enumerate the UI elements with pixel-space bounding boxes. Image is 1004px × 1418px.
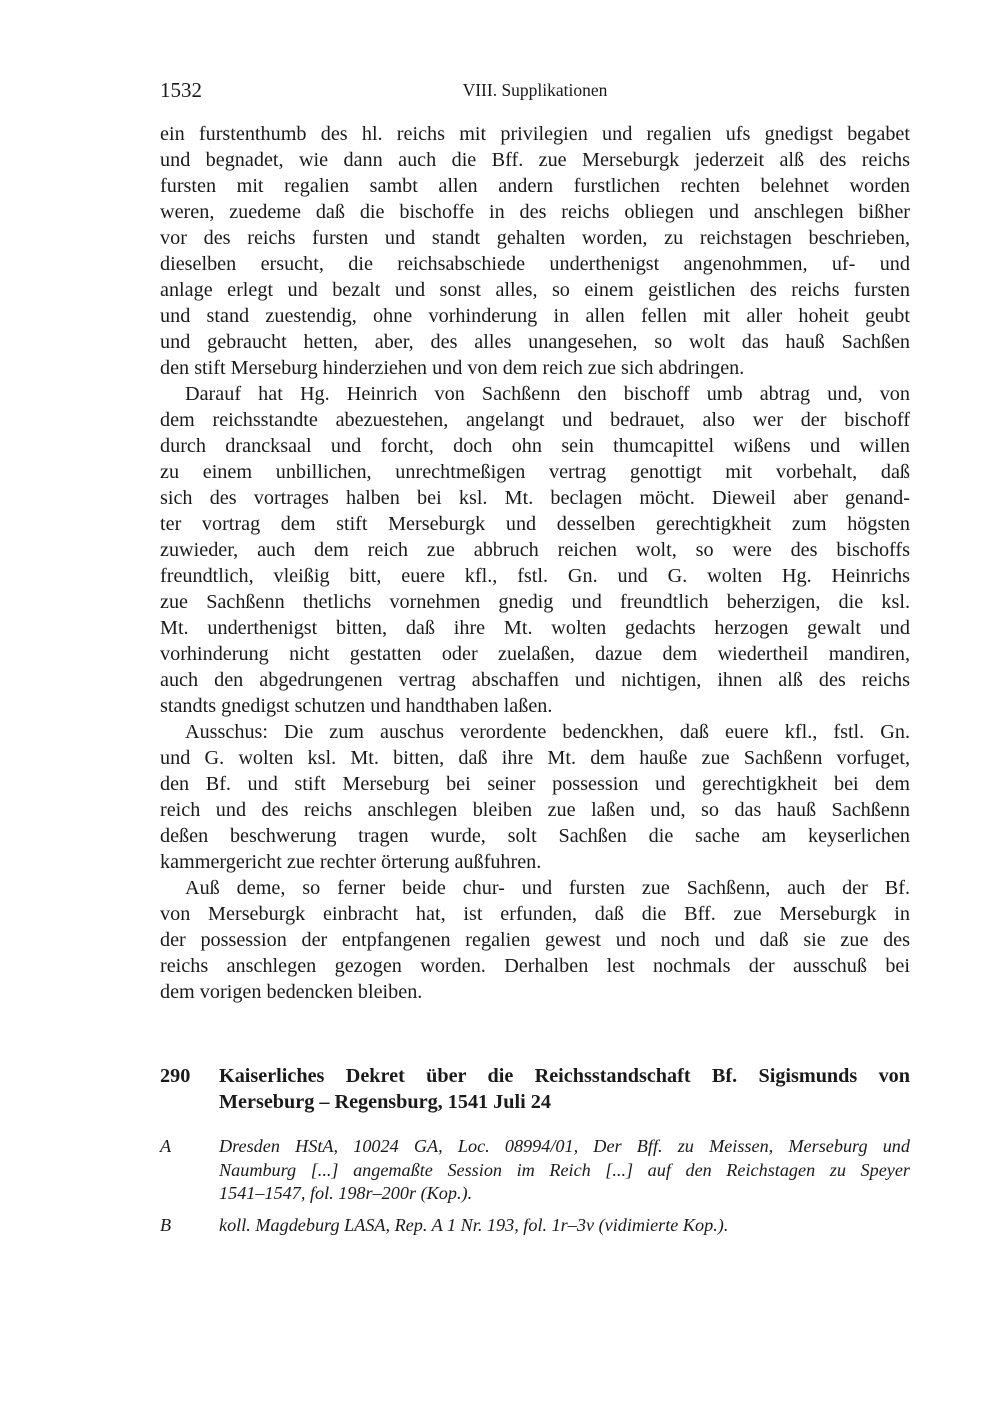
- source-item: [160, 1214, 910, 1238]
- source-line: 1541–1547, fol. 198r–200r (Kop.).: [219, 1183, 473, 1203]
- paragraph: [160, 719, 910, 875]
- entry-title: [219, 1063, 910, 1115]
- page-header: [160, 78, 910, 108]
- paragraph: [160, 121, 910, 381]
- text-line: weren, zuedeme daß die bischoffe in des reichs obliegen und anschlegen bißher: [160, 201, 910, 223]
- text-line: reich und des reichs anschlegen bleiben zue laßen und, so das hauß Sachßenn: [160, 799, 910, 821]
- text-line: durch drancksaal und forcht, doch ohn sein thumcapittel wißens und willen: [160, 435, 910, 457]
- text-line: und stand zuestendig, ohne vorhinderung in allen fellen mit aller hoheit geubt: [160, 305, 910, 327]
- text-line: anlage erlegt und bezalt und sonst alles, so einem geistlichen des reichs fursten: [160, 279, 910, 301]
- text-line: zu einem unbillichen, unrechtmeßigen vertrag genottigt mit vorbehalt, daß: [160, 461, 910, 483]
- text-line: ein furstenthumb des hl. reichs mit privilegien und regalien ufs gnedigst begabet: [160, 123, 910, 145]
- text-line: den Bf. und stift Merseburg bei seiner possession und gerechtigkheit bei dem: [160, 773, 910, 795]
- text-line: standts gnedigst schutzen und handthaben laßen.: [160, 695, 553, 717]
- paragraph: [160, 875, 910, 1005]
- text-line: Mt. underthenigst bitten, daß ihre Mt. wolten gedachts herzogen gewalt und: [160, 617, 910, 639]
- source-text: [219, 1135, 910, 1206]
- text-line: fursten mit regalien sambt allen andern furstlichen rechten belehnet worden: [160, 175, 910, 197]
- text-line: den stift Merseburg hinderziehen und von dem reich zue sich abdringen.: [160, 357, 745, 379]
- text-line: Darauf hat Hg. Heinrich von Sachßenn den bischoff umb abtrag und, von: [185, 383, 910, 405]
- text-line: und gebraucht hetten, aber, des alles unangesehen, so wolt das hauß Sachßen: [160, 331, 910, 353]
- text-line: Ausschus: Die zum auschus verordente bedenckhen, daß euere kfl., fstl. Gn.: [185, 721, 910, 743]
- source-siglum: A: [160, 1136, 172, 1156]
- text-line: auch den abgedrungenen vertrag abschaffen und nichtigen, ihnen alß des reichs: [160, 669, 910, 691]
- source-line: koll. Magdeburg LASA, Rep. A 1 Nr. 193, fol. 1r–3v (vidimierte Kop.).: [219, 1214, 729, 1235]
- source-line: Naumburg [...] angemaßte Session im Reich [...] auf den Reichstagen zu Speyer: [219, 1159, 910, 1180]
- text-line: von Merseburgk einbracht hat, ist erfunden, daß die Bff. zue Merseburgk in: [160, 903, 910, 925]
- running-head: VIII. Supplikationen: [462, 80, 608, 100]
- source-item: [160, 1135, 910, 1206]
- text-line: ter vortrag dem stift Merseburgk und desselben gerechtigkheit zum högsten: [160, 513, 910, 535]
- page-number: 1532: [160, 78, 202, 102]
- main-text: [160, 121, 910, 1005]
- entry-number: 290: [160, 1065, 191, 1087]
- source-siglum: B: [160, 1214, 172, 1235]
- text-line: freundtlich, vleißig bitt, euere kfl., fstl. Gn. und G. wolten Hg. Heinrichs: [160, 565, 910, 587]
- text-line: vor des reichs fursten und standt gehalten worden, zu reichstagen beschrieben,: [160, 227, 910, 249]
- text-line: sich des vortrages halben bei ksl. Mt. beclagen möcht. Dieweil aber genand-: [160, 487, 910, 509]
- text-line: deßen beschwerung tragen wurde, solt Sachßen die sache am keyserlichen: [160, 825, 910, 847]
- text-line: vorhinderung nicht gestatten oder zuelaßen, dazue dem wiedertheil mandiren,: [160, 643, 910, 665]
- text-line: zue Sachßenn thetlichs vornehmen gnedig und freundtlich beherzigen, die ksl.: [160, 591, 910, 613]
- text-line: reichs anschlegen gezogen worden. Derhalben lest nochmals der ausschuß bei: [160, 955, 910, 977]
- text-line: kammergericht zue rechter örterung außfuhren.: [160, 851, 542, 873]
- text-line: der possession der entpfangenen regalien gewest und noch und daß sie zue des: [160, 929, 910, 951]
- source-line: Dresden HStA, 10024 GA, Loc. 08994/01, Der Bff. zu Meissen, Merseburg und: [219, 1136, 910, 1156]
- source-text: [219, 1214, 910, 1238]
- text-line: dieselben ersucht, die reichsabschiede underthenigst angenohmmen, uf- und: [160, 253, 910, 275]
- text-line: dem vorigen bedencken bleiben.: [160, 981, 423, 1003]
- source-list: [160, 1135, 910, 1237]
- text-line: zuwieder, auch dem reich zue abbruch reichen wolt, so were des bischoffs: [160, 539, 910, 561]
- text-line: und begnadet, wie dann auch die Bff. zue Merseburgk jederzeit alß des reichs: [160, 149, 910, 171]
- text-line: Auß deme, so ferner beide chur- und fursten zue Sachßenn, auch der Bf.: [185, 877, 910, 899]
- title-line: Kaiserliches Dekret über die Reichsstandschaft Bf. Sigismunds von: [219, 1065, 910, 1087]
- paragraph: [160, 381, 910, 719]
- title-line: Merseburg – Regensburg, 1541 Juli 24: [219, 1091, 551, 1113]
- text-line: dem reichsstandte abezuestehen, angelangt und bedrauet, also wer der bischoff: [160, 409, 910, 431]
- text-line: und G. wolten ksl. Mt. bitten, daß ihre Mt. dem hauße zue Sachßenn vorfuget,: [160, 747, 910, 769]
